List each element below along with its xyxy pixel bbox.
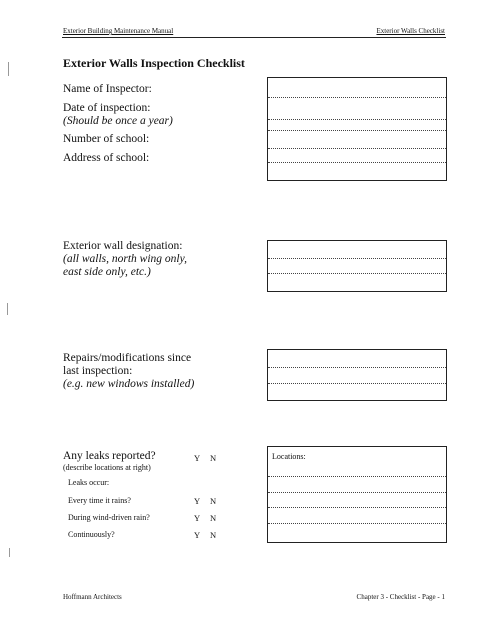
wind-rain-yn[interactable]: Y N xyxy=(194,513,221,523)
wind-rain-label: During wind-driven rain? xyxy=(68,513,150,522)
inspector-line[interactable] xyxy=(268,97,446,98)
repairs-line-2[interactable] xyxy=(268,383,446,384)
locations-line-3[interactable] xyxy=(268,507,446,508)
continuously-yn[interactable]: Y N xyxy=(194,530,221,540)
school-info-box[interactable] xyxy=(267,77,447,181)
header-manual-title: Exterior Building Maintenance Manual xyxy=(63,27,174,35)
date-label: Date of inspection: xyxy=(63,102,151,114)
school-address-line[interactable] xyxy=(268,162,446,163)
repairs-label-2: last inspection: xyxy=(63,365,133,377)
wall-designation-note-2: east side only, etc.) xyxy=(63,266,151,278)
locations-line-2[interactable] xyxy=(268,492,446,493)
footer-page: Chapter 3 - Checklist - Page - 1 xyxy=(356,593,445,601)
locations-label: Locations: xyxy=(272,452,306,461)
locations-line-1[interactable] xyxy=(268,476,446,477)
wall-designation-label: Exterior wall designation: xyxy=(63,240,183,252)
leaks-label: Any leaks reported? xyxy=(63,450,156,462)
date-line-2[interactable] xyxy=(268,130,446,131)
wall-line-1[interactable] xyxy=(268,258,446,259)
wall-designation-note-1: (all walls, north wing only, xyxy=(63,253,187,265)
repairs-note: (e.g. new windows installed) xyxy=(63,378,195,390)
locations-line-4[interactable] xyxy=(268,523,446,524)
leaks-yn[interactable]: Y N xyxy=(194,453,221,463)
header-checklist-title: Exterior Walls Checklist xyxy=(376,27,445,35)
footer-firm: Hoffmann Architects xyxy=(63,593,122,601)
wall-designation-box[interactable] xyxy=(267,240,447,292)
repairs-box[interactable] xyxy=(267,349,447,401)
school-number-label: Number of school: xyxy=(63,133,150,145)
every-rain-yn[interactable]: Y N xyxy=(194,496,221,506)
leaks-occur-label: Leaks occur: xyxy=(68,478,110,487)
date-line[interactable] xyxy=(268,119,446,120)
repairs-label-1: Repairs/modifications since xyxy=(63,352,192,364)
school-number-line[interactable] xyxy=(268,148,446,149)
repairs-line-1[interactable] xyxy=(268,367,446,368)
locations-box[interactable] xyxy=(267,446,447,543)
inspector-label: Name of Inspector: xyxy=(63,83,152,95)
scan-mark-2 xyxy=(7,303,8,315)
continuously-label: Continuously? xyxy=(68,530,115,539)
wall-line-2[interactable] xyxy=(268,273,446,274)
scan-mark-1 xyxy=(8,62,9,76)
scan-mark-3 xyxy=(9,548,10,557)
school-address-label: Address of school: xyxy=(63,152,150,164)
page-title: Exterior Walls Inspection Checklist xyxy=(63,56,245,70)
leaks-note: (describe locations at right) xyxy=(63,463,151,472)
header-rule xyxy=(62,37,446,38)
date-note: (Should be once a year) xyxy=(63,115,173,127)
every-rain-label: Every time it rains? xyxy=(68,496,131,505)
